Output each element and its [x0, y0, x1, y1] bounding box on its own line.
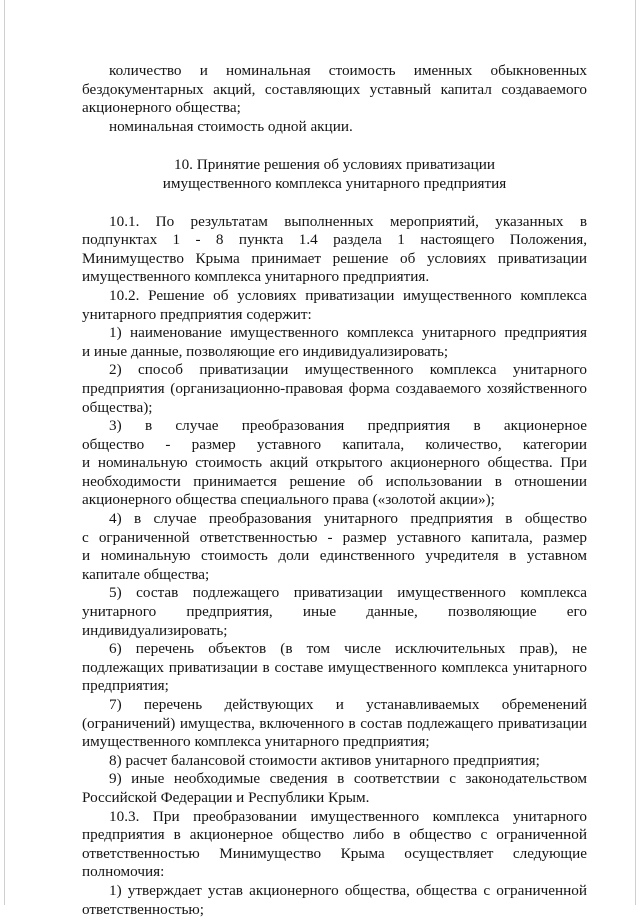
- page-edge-left: [4, 0, 5, 905]
- text-line: 3) в случае преобразования предприятия в акционерное: [109, 417, 587, 435]
- text-line: 4) в случае преобразования унитарного предприятия в общество: [109, 510, 587, 528]
- text-line: 7) перечень действующих и устанавливаемых обременений: [109, 696, 587, 713]
- page-edge-right: [635, 0, 636, 905]
- list-item: [82, 510, 587, 584]
- text-line: Российской Федерации и Республики Крым.: [82, 788, 370, 806]
- list-item: [82, 417, 587, 510]
- section-heading: [82, 156, 587, 193]
- list-item: [82, 584, 587, 640]
- text-line: унитарного предприятия содержит:: [82, 305, 312, 323]
- paragraph-10-1: [82, 213, 587, 287]
- list-item: [82, 882, 587, 919]
- text-line: 1) утверждает устав акционерного общества, общества с ограниченной: [109, 881, 587, 899]
- paragraph-10-3: [82, 808, 587, 882]
- text-line: 8) расчет балансовой стоимости активов унитарного предприятия;: [109, 751, 540, 769]
- text-line: 10.2. Решение об условиях приватизации имущественного комплекса: [109, 286, 587, 304]
- text-line: общества);: [82, 398, 153, 416]
- text-line: 2) способ приватизации имущественного комплекса унитарного: [109, 361, 587, 379]
- list-item: [82, 640, 587, 696]
- list-item: [82, 324, 587, 361]
- text-line: акционерного общества;: [82, 99, 241, 117]
- list-item: [82, 752, 587, 771]
- text-line: 10.1. По результатам выполненных мероприятий, указанных в: [109, 212, 587, 230]
- text-line: капитале общества;: [82, 565, 210, 583]
- text-line: с ограниченной ответственностью - размер уставного капитала, размер: [82, 528, 587, 546]
- text-line: 10.3. При преобразовании имущественного комплекса унитарного: [109, 807, 587, 825]
- text-line: необходимости принимается решение об использовании в отношении: [82, 472, 587, 490]
- text-line: полномочия:: [82, 863, 165, 881]
- text-line: и номинальную стоимость акций открытого акционерного общества. При: [82, 454, 587, 472]
- intro-block: [82, 62, 587, 136]
- text-line: ответственностью;: [82, 900, 204, 918]
- text-line: акционерного общества специального права («золотой акции»);: [82, 491, 495, 509]
- text-line: предприятия в акционерное общество либо в общество с ограниченной: [82, 826, 587, 844]
- list-item: [82, 770, 587, 807]
- text-line: предприятия;: [82, 677, 169, 695]
- text-line: подпунктах 1 - 8 пункта 1.4 раздела 1 настоящего Положения,: [82, 231, 587, 249]
- text-line: 6) перечень объектов (в том числе исключительных прав), не: [109, 640, 587, 658]
- text-line: имущественного комплекса унитарного предприятия.: [82, 268, 430, 286]
- text-line: и номинальную стоимость доли единственного учредителя в уставном: [82, 547, 587, 565]
- text-line: (ограничений) имущества, включенного в состав подлежащего приватизации: [82, 714, 587, 732]
- text-line: имущественного комплекса унитарного предприятия;: [82, 733, 430, 751]
- text-line: бездокументарных акций, составляющих уставный капитал создаваемого: [82, 80, 587, 98]
- text-line: Минимущество Крыма принимает решение об условиях приватизации: [82, 249, 587, 267]
- text-line: индивидуализировать;: [82, 621, 228, 639]
- list-item: [82, 361, 587, 417]
- text-line: ответственностью Минимущество Крыма осуществляет следующие: [82, 844, 587, 862]
- heading-line: имущественного комплекса унитарного предприятия: [162, 174, 507, 192]
- text-line: количество и номинальная стоимость именных обыкновенных: [109, 62, 587, 79]
- text-line: 5) состав подлежащего приватизации имущественного комплекса: [109, 584, 587, 602]
- text-line: и иные данные, позволяющие его индивидуализировать;: [82, 342, 449, 360]
- list-item: [82, 696, 587, 752]
- paragraph-10-2: [82, 287, 587, 324]
- text-line: 9) иные необходимые сведения в соответствии с законодательством: [109, 770, 587, 788]
- text-line: общество - размер уставного капитала, количество, категории: [82, 435, 587, 453]
- text-line: унитарного предприятия, иные данные, позволяющие его: [82, 603, 587, 621]
- text-line: номинальная стоимость одной акции.: [109, 117, 353, 135]
- text-line: 1) наименование имущественного комплекса унитарного предприятия: [109, 324, 587, 342]
- document-page: [82, 62, 587, 919]
- text-line: подлежащих приватизации в составе имущественного комплекса унитарного: [82, 658, 587, 676]
- text-line: предприятия (организационно-правовая форма создаваемого хозяйственного: [82, 379, 587, 397]
- heading-line: 10. Принятие решения об условиях приватизации: [173, 156, 496, 174]
